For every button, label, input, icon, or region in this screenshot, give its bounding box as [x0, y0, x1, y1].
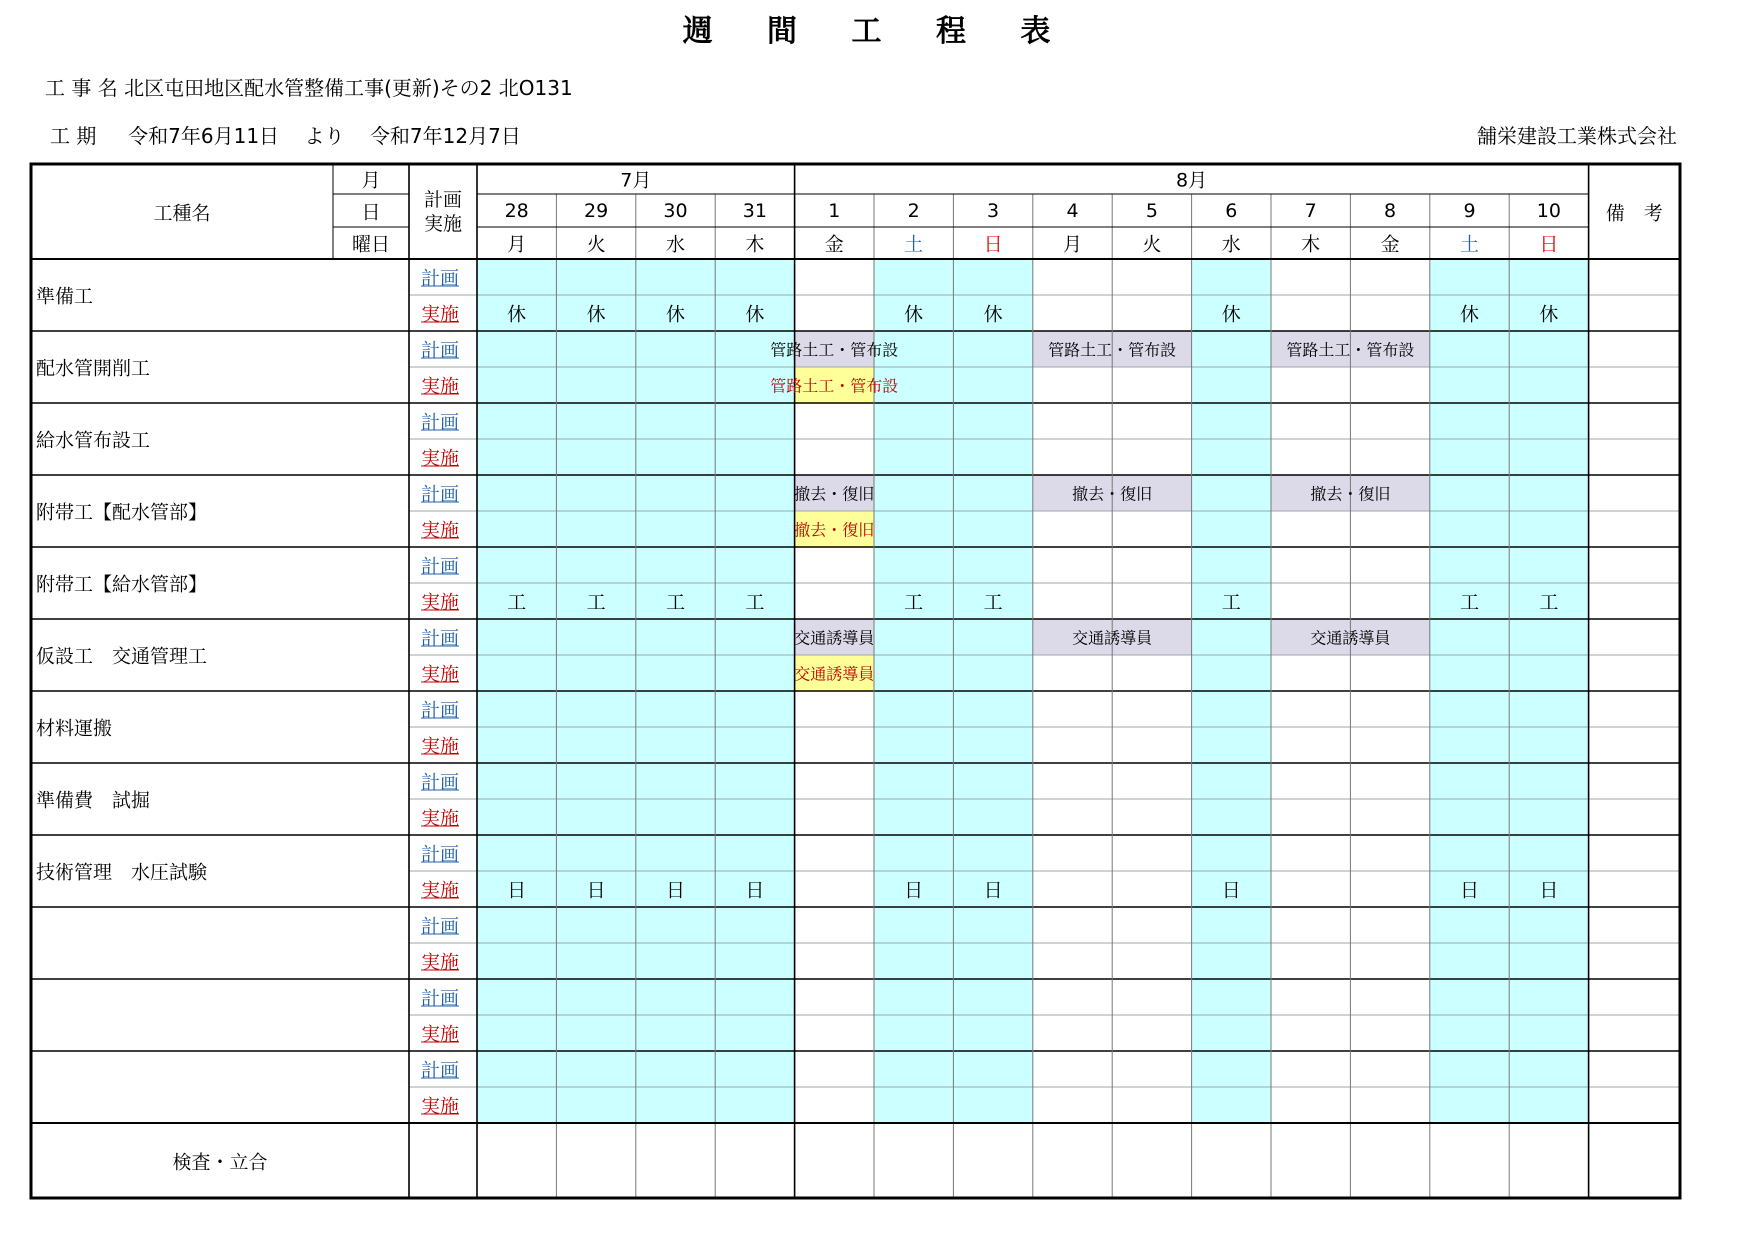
project-name: 北区屯田地区配水管整備工事(更新)その2 北O131: [124, 76, 573, 100]
plan-bar-text: 管路土工・管布設: [1048, 340, 1177, 360]
header-weekday-cell: 木: [1301, 233, 1321, 256]
plan-label: 計画: [421, 555, 460, 578]
actual-mark: 休: [904, 303, 924, 326]
header-day-number: 1: [828, 199, 841, 222]
header-weekday-cell: 土: [1459, 233, 1480, 256]
header-day-number: 8: [1384, 199, 1397, 222]
actual-label: 実施: [421, 447, 460, 470]
work-type-name: 準備工: [36, 285, 94, 308]
actual-mark: 工: [983, 591, 1003, 614]
header-day-number: 29: [584, 199, 609, 222]
header-day-number: 6: [1225, 199, 1238, 222]
plan-label: 計画: [421, 339, 460, 362]
header-day-number: 9: [1463, 199, 1476, 222]
actual-label: 実施: [421, 735, 460, 758]
plan-bar-text: 交通誘導員: [794, 628, 875, 648]
header-day-number: 30: [663, 199, 688, 222]
actual-mark: 休: [586, 303, 606, 326]
actual-label: 実施: [421, 519, 460, 542]
work-type-name: 材料運搬: [36, 717, 113, 740]
period-from: 令和7年6月11日: [128, 124, 280, 148]
actual-mark: 工: [507, 591, 527, 614]
actual-label: 実施: [421, 303, 460, 326]
work-type-name: 準備費 試掘: [36, 789, 151, 812]
header-weekday-cell: 火: [1142, 233, 1162, 256]
plan-label: 計画: [421, 411, 460, 434]
actual-mark: 日: [1459, 879, 1480, 902]
actual-mark: 休: [1459, 303, 1480, 326]
actual-label: 実施: [421, 879, 460, 902]
period-mid: より: [304, 124, 345, 148]
plan-label: 計画: [421, 699, 460, 722]
header-day-number: 3: [987, 199, 1000, 222]
work-type-name: 技術管理 水圧試験: [36, 861, 208, 884]
actual-bar-text: 管路土工・管布設: [770, 376, 899, 396]
period-to: 令和7年12月7日: [369, 124, 521, 148]
page-title: 週 間 工 程 表: [682, 14, 1073, 49]
actual-mark: 日: [665, 879, 686, 902]
header-day: 日: [361, 201, 381, 223]
header-kind: 工種名: [153, 202, 211, 225]
actual-label: 実施: [421, 1023, 460, 1046]
header-weekday-cell: 水: [665, 233, 686, 256]
actual-mark: 休: [1539, 303, 1559, 326]
period-label: 工 期: [50, 124, 97, 148]
actual-label: 実施: [421, 807, 460, 830]
plan-label: 計画: [421, 627, 460, 650]
plan-label: 計画: [421, 483, 460, 506]
header-weekday-cell: 金: [824, 233, 844, 256]
actual-bar-text: 交通誘導員: [794, 664, 875, 684]
plan-bar-text: 交通誘導員: [1072, 628, 1153, 648]
actual-mark: 工: [1221, 591, 1241, 614]
header-day-number: 5: [1145, 199, 1158, 222]
plan-label: 計画: [421, 771, 460, 794]
company-name: 舗栄建設工業株式会社: [1477, 124, 1677, 148]
header-remarks: 備 考: [1605, 202, 1663, 225]
header-day-number: 2: [907, 199, 920, 222]
actual-mark: 休: [745, 303, 765, 326]
header-weekday-cell: 火: [586, 233, 606, 256]
actual-label: 実施: [421, 375, 460, 398]
header-day-number: 31: [742, 199, 767, 222]
header-weekday-cell: 土: [904, 233, 924, 256]
actual-mark: 休: [983, 303, 1003, 326]
actual-mark: 日: [1539, 879, 1559, 902]
work-type-name: 給水管布設工: [36, 429, 151, 452]
header-day-number: 28: [504, 199, 529, 222]
actual-mark: 工: [745, 591, 765, 614]
actual-mark: 工: [1459, 591, 1480, 614]
plan-label: 計画: [421, 843, 460, 866]
actual-mark: 日: [745, 879, 765, 902]
actual-mark: 工: [1539, 591, 1559, 614]
plan-label: 計画: [421, 987, 460, 1010]
actual-label: 実施: [421, 591, 460, 614]
header-month-august: 8月: [1176, 169, 1208, 192]
header-weekday: 曜日: [351, 233, 391, 256]
header-month-july: 7月: [620, 169, 652, 192]
actual-mark: 日: [1221, 879, 1241, 902]
plan-bar-text: 管路土工・管布設: [1286, 340, 1415, 360]
actual-mark: 休: [1221, 303, 1241, 326]
actual-mark: 日: [904, 879, 924, 902]
actual-mark: 日: [983, 879, 1003, 902]
actual-label: 実施: [421, 663, 460, 686]
actual-mark: 日: [586, 879, 606, 902]
plan-bar-text: 撤去・復旧: [794, 484, 875, 504]
header-weekday-cell: 月: [1062, 233, 1083, 256]
actual-mark: 日: [507, 879, 527, 902]
plan-label: 計画: [421, 267, 460, 290]
actual-label: 実施: [421, 951, 460, 974]
work-type-name: 附帯工【給水管部】: [36, 573, 208, 596]
header-weekday-cell: 月: [507, 233, 527, 256]
work-type-name: 配水管開削工: [36, 357, 151, 380]
actual-mark: 工: [904, 591, 924, 614]
header-day-number: 10: [1536, 199, 1561, 222]
work-type-name: 仮設工 交通管理工: [36, 645, 208, 668]
actual-bar-text: 撤去・復旧: [794, 520, 875, 540]
actual-label: 実施: [421, 1095, 460, 1118]
actual-mark: 休: [507, 303, 527, 326]
plan-bar-text: 撤去・復旧: [1072, 484, 1153, 504]
header-weekday-cell: 日: [1539, 233, 1559, 256]
header-weekday-cell: 木: [745, 233, 765, 256]
inspection-label: 検査・立合: [172, 1151, 268, 1173]
header-month: 月: [361, 169, 381, 192]
plan-bar-text: 交通誘導員: [1310, 628, 1391, 648]
plan-label: 計画: [421, 1059, 460, 1082]
header-weekday-cell: 水: [1221, 233, 1241, 256]
work-type-name: 附帯工【配水管部】: [36, 501, 208, 524]
header-weekday-cell: 日: [983, 233, 1003, 256]
header-day-number: 7: [1304, 199, 1317, 222]
plan-bar-text: 撤去・復旧: [1310, 484, 1391, 504]
actual-mark: 休: [665, 303, 686, 326]
header-weekday-cell: 金: [1380, 233, 1400, 256]
plan-bar-text: 管路土工・管布設: [770, 340, 899, 360]
header-plan-actual: 計画 実施: [423, 188, 463, 235]
actual-mark: 工: [586, 591, 606, 614]
actual-mark: 工: [665, 591, 686, 614]
header-day-number: 4: [1066, 199, 1079, 222]
project-name-label: 工 事 名: [45, 76, 118, 100]
plan-label: 計画: [421, 915, 460, 938]
